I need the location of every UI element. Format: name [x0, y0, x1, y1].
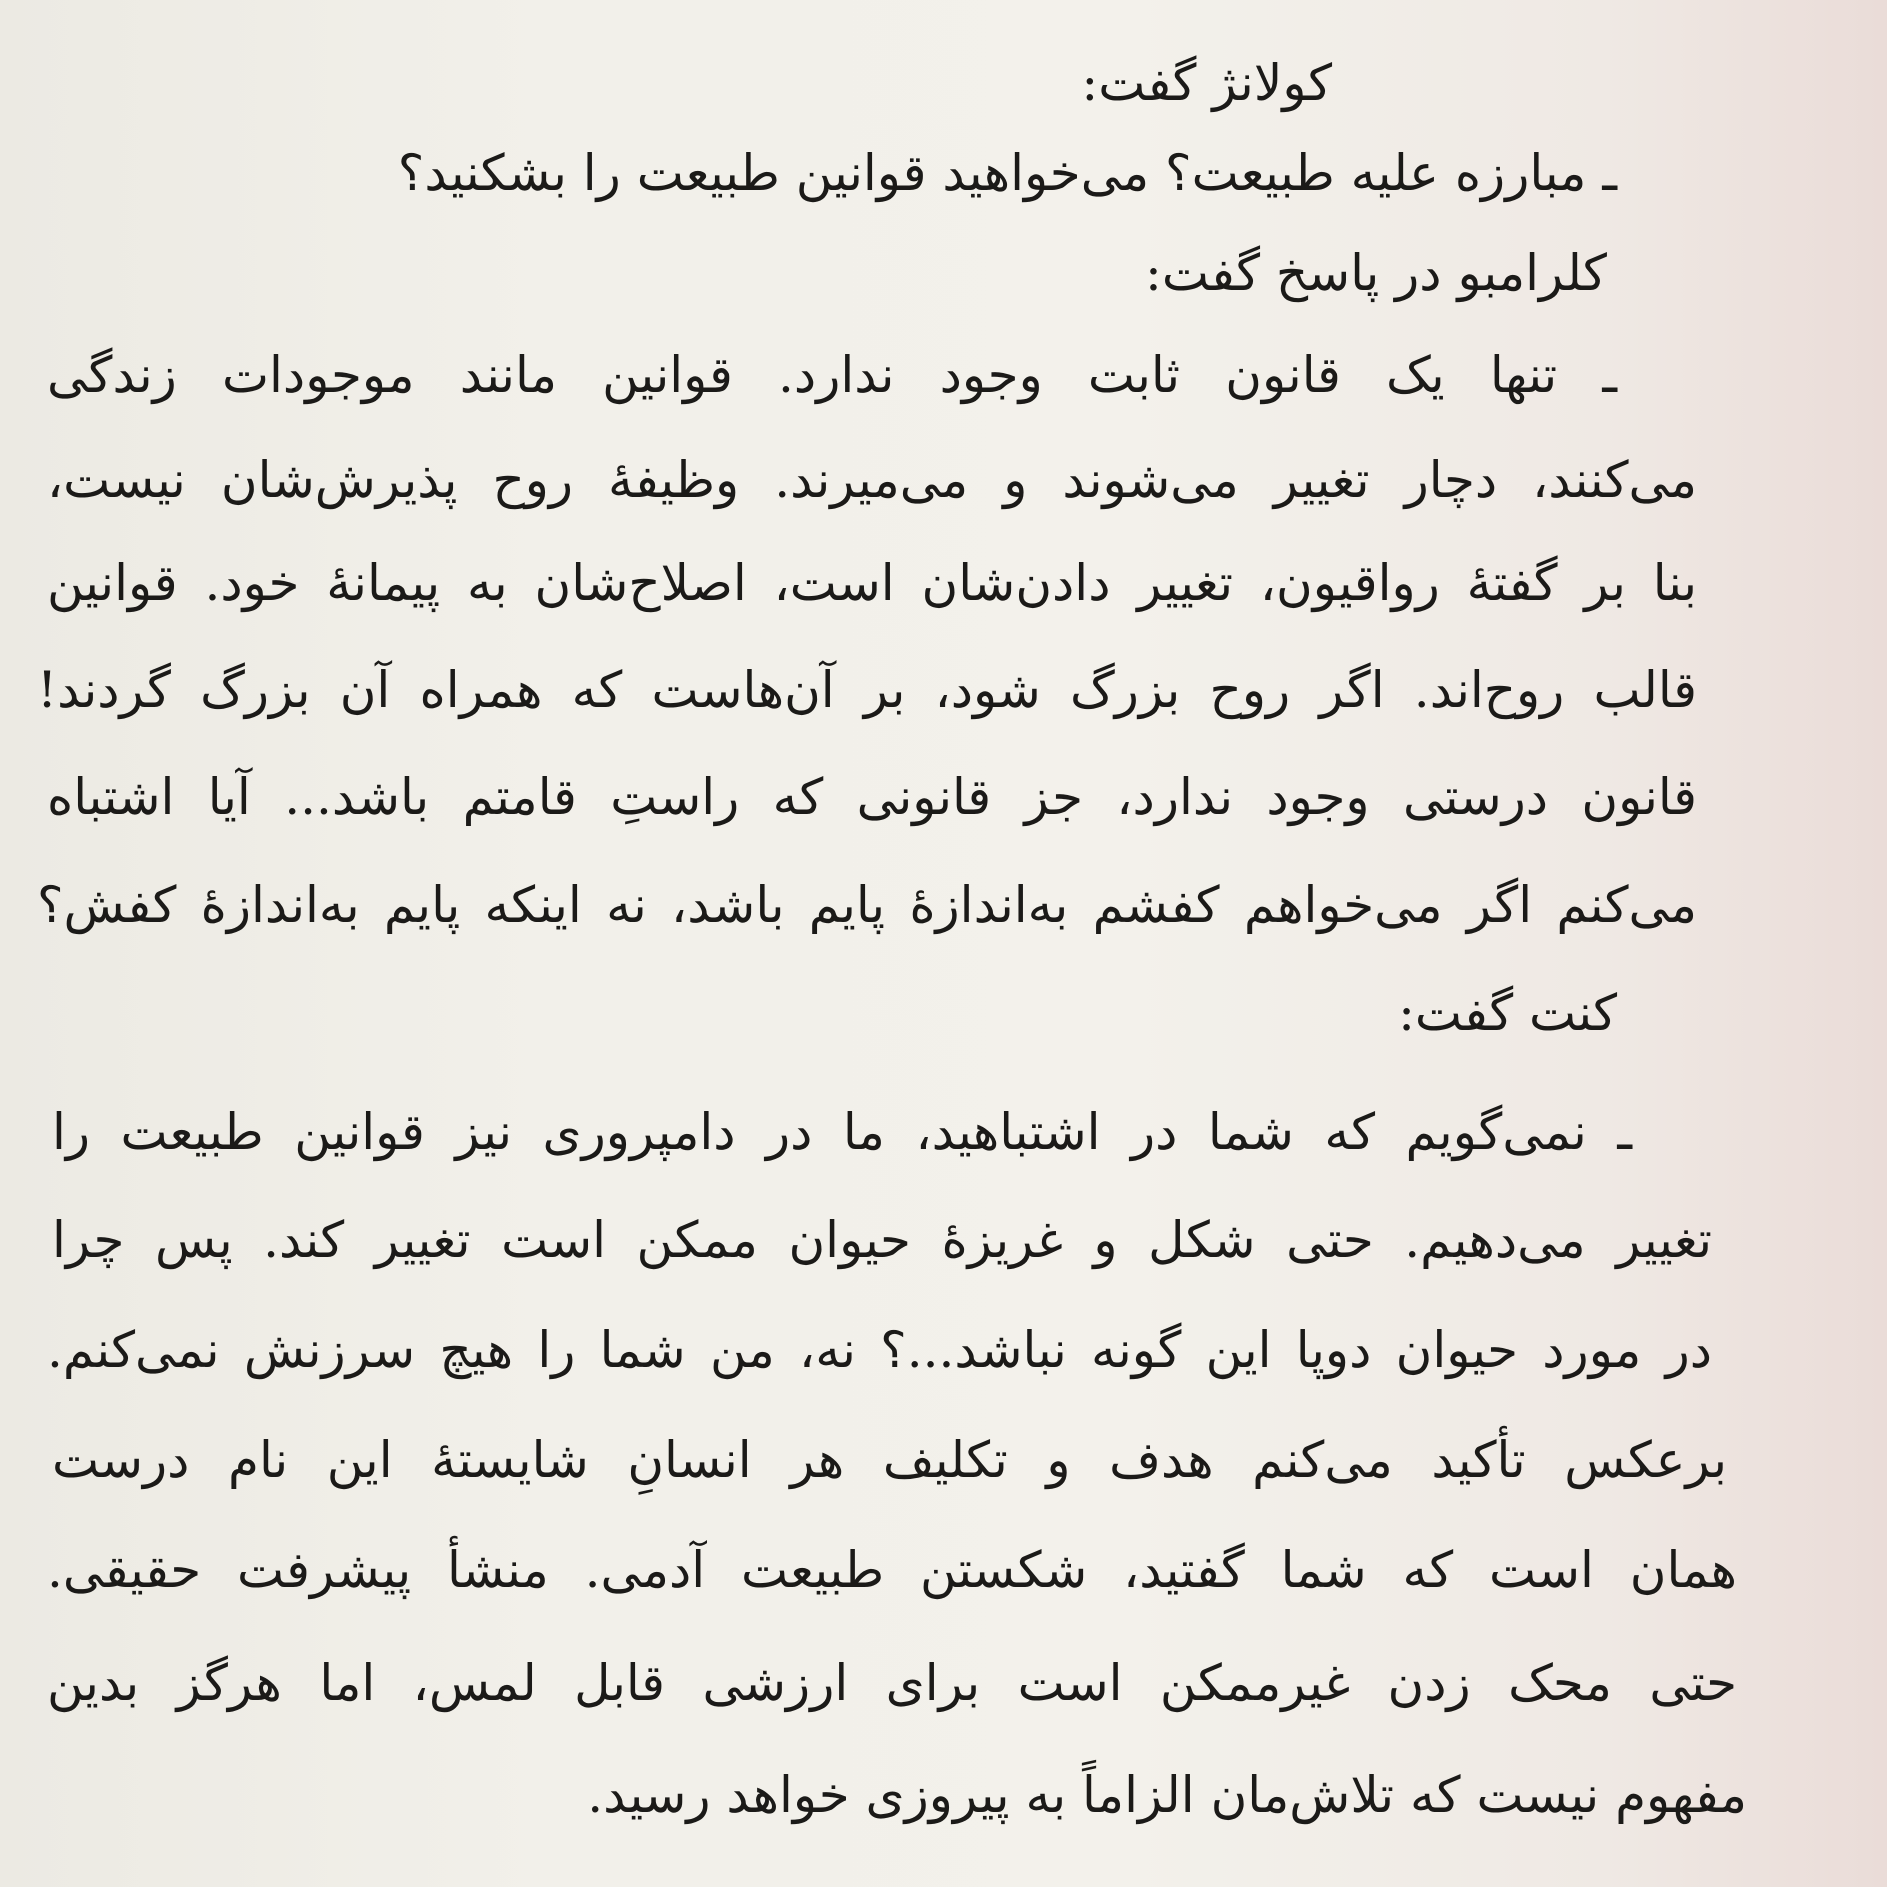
- text-line: همان است که شما گفتید، شکستن طبیعت آدمی. منشأ پیشرفت حقیقی.: [47, 1541, 1737, 1599]
- text-line: ـ مبارزه علیه طبیعت؟ می‌خواهید قوانین طبیعت را بشکنید؟: [397, 144, 1617, 202]
- text-line: می‌کنم اگر می‌خواهم کفشم به‌اندازهٔ پایم باشد، نه اینکه پایم به‌اندازهٔ کفش؟: [37, 876, 1697, 934]
- text-line: حتی محک زدن غیرممکن است برای ارزشی قابل لمس، اما هرگز بدین: [47, 1654, 1737, 1712]
- text-line: مفهوم نیست که تلاش‌مان الزاماً به پیروزی خواهد رسید.: [587, 1766, 1747, 1824]
- text-line: ـ نمی‌گویم که شما در اشتباهید، ما در دامپروری نیز قوانین طبیعت را: [52, 1103, 1632, 1161]
- text-line: تغییر می‌دهیم. حتی شکل و غریزهٔ حیوان ممکن است تغییر کند. پس چرا: [52, 1211, 1712, 1269]
- text-line: کلرامبو در پاسخ گفت:: [1145, 244, 1607, 302]
- text-line: ـ تنها یک قانون ثابت وجود ندارد. قوانین مانند موجودات زندگی: [47, 346, 1617, 404]
- text-line: کولانژ گفت:: [1081, 54, 1332, 112]
- text-line: قانون درستی وجود ندارد، جز قانونی که راستِ قامتم باشد... آیا اشتباه: [47, 768, 1697, 826]
- text-line: برعکس تأکید می‌کنم هدف و تکلیف هر انسانِ شایستهٔ این نام درست: [52, 1431, 1727, 1489]
- text-line: می‌کنند، دچار تغییر می‌شوند و می‌میرند. وظیفهٔ روح پذیرش‌شان نیست،: [47, 451, 1697, 509]
- text-line: بنا بر گفتهٔ رواقیون، تغییر دادن‌شان است، اصلاح‌شان به پیمانهٔ خود. قوانین: [47, 554, 1697, 612]
- text-line: در مورد حیوان دوپا این گونه نباشد...؟ نه، من شما را هیچ سرزنش نمی‌کنم.: [47, 1321, 1712, 1379]
- text-line: قالب روح‌اند. اگر روح بزرگ شود، بر آن‌هاست که همراه آن بزرگ گردند!: [37, 661, 1697, 719]
- text-line: کنت گفت:: [1398, 984, 1617, 1042]
